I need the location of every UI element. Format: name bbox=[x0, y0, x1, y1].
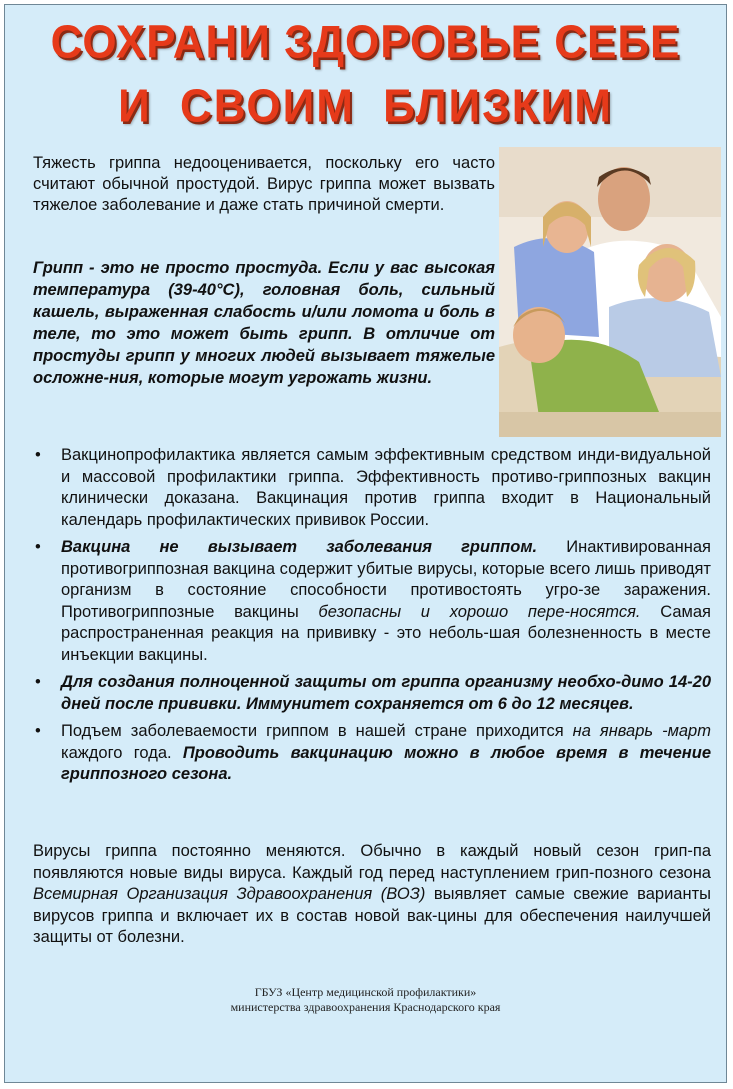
outro-text: выявляет самые свежие варианты вирусов гриппа и включает их в состав новой вак-цины для обеспечения наилучшей защиты от болезни. bbox=[33, 885, 711, 946]
list-item bbox=[33, 537, 711, 666]
list-item bbox=[33, 445, 711, 531]
outro-italic: Всемирная Организация Здравоохранения (ВОЗ) bbox=[33, 885, 426, 903]
footer-ministry: министерства здравоохранения Краснодарского края bbox=[230, 1000, 501, 1014]
family-photo-icon bbox=[499, 147, 721, 437]
bullet-text: Подъем заболеваемости гриппом в нашей стране приходится bbox=[61, 722, 573, 740]
intro-paragraph: Тяжесть гриппа недооценивается, поскольку его часто считают обычной простудой. Вирус гриппа может вызвать тяжелое заболевание и даже стать причиной смерти. bbox=[33, 154, 495, 214]
bullet-italic: безопасны и хорошо пере-носятся. bbox=[318, 602, 641, 621]
flu-warning-paragraph: Грипп - это не просто простуда. Если у вас высокая температура (39-40°С), головная боль, сильный кашель, выраженная слабость и/или ломота и боль в теле, то это может быть грипп. В отличие от простуды грипп у многих людей вызывает тяжелые осложне-ния, которые могут угрожать жизни. bbox=[33, 259, 495, 387]
page-title-line-1: СОХРАНИ ЗДОРОВЬЕ СЕБЕ bbox=[50, 16, 681, 69]
bullet-icon: • bbox=[35, 722, 41, 740]
family-photo bbox=[499, 147, 721, 437]
bullet-text: каждого года. bbox=[61, 743, 183, 762]
bullet-italic: на январь -март bbox=[572, 722, 711, 740]
outro-text: Вирусы гриппа постоянно меняются. Обычно в каждый новый сезон грип-па появляются новые виды вируса. Каждый год перед наступлением грип-позного сезона bbox=[33, 842, 711, 882]
footer-organization: ГБУЗ «Центр медицинской профилактики» bbox=[254, 985, 477, 999]
page-title-line-2: И СВОИМ БЛИЗКИМ bbox=[118, 80, 613, 133]
bullet-icon: • bbox=[35, 538, 41, 556]
poster bbox=[4, 4, 727, 1083]
bullet-emphasis: Для создания полноценной защиты от гриппа организму необхо-димо 14-20 дней после прививки. Иммунитет сохраняется от 6 до 12 месяцев. bbox=[61, 673, 711, 713]
bullet-icon: • bbox=[35, 446, 41, 464]
bullet-text: Самая распространенная реакция на прививку - это неболь-шая болезненность в месте инъекции вакцины. bbox=[61, 602, 711, 664]
list-item bbox=[33, 672, 711, 715]
bullet-emphasis: Проводить вакцинацию можно в любое время в течение гриппозного сезона. bbox=[61, 743, 711, 783]
bullet-emphasis: Вакцина не вызывает заболевания гриппом. bbox=[61, 538, 538, 556]
bullet-text: Вакцинопрофилактика является самым эффективным средством инди-видуальной и массовой профилактики гриппа. Эффективность противо-гриппозных вакцин клинически доказана. Вакцинация против гриппа входит в Национальный календарь профилактических прививок России. bbox=[61, 446, 711, 529]
recommendations-list bbox=[33, 445, 711, 792]
list-item bbox=[33, 721, 711, 786]
outro-paragraph bbox=[33, 841, 711, 949]
bullet-text: Инактивированная противогриппозная вакцина содержит убитые вирусы, которые всего лишь приводят организм в состояние способности противостоять угро-зе заражения. Противогриппозные вакцины bbox=[61, 538, 711, 621]
bullet-icon: • bbox=[35, 673, 41, 691]
